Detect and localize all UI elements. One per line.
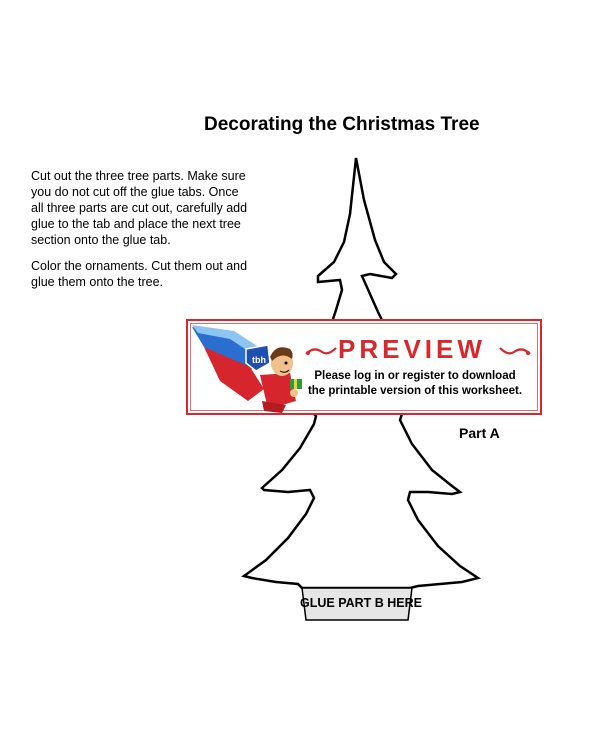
- instruction-line: Color the ornaments. Cut them out and: [31, 259, 248, 273]
- instruction-line: section onto the glue tab.: [31, 233, 171, 247]
- superhero-mascot-icon: [190, 323, 308, 415]
- instruction-line: all three parts are cut out, carefully add: [31, 201, 248, 215]
- preview-message-line: the printable version of this worksheet.: [307, 385, 523, 397]
- instruction-line: Cut out the three tree parts. Make sure: [31, 169, 246, 183]
- instruction-line: you do not cut off the glue tabs. Once: [31, 185, 239, 199]
- instruction-line: glue them onto the tree.: [31, 275, 164, 289]
- preview-message-line: Please log in or register to download: [314, 370, 516, 382]
- page-title: Decorating the Christmas Tree: [204, 114, 480, 135]
- instruction-line: glue to the tab and place the next tree: [31, 217, 241, 231]
- preview-heading: PREVIEW: [338, 334, 486, 364]
- glue-tab-label: GLUE PART B HERE: [300, 596, 422, 610]
- svg-text:tbh: tbh: [252, 355, 266, 365]
- decorative-swirl-icon: [498, 344, 532, 358]
- part-label: Part A: [459, 425, 500, 441]
- decorative-swirl-icon: [304, 344, 338, 358]
